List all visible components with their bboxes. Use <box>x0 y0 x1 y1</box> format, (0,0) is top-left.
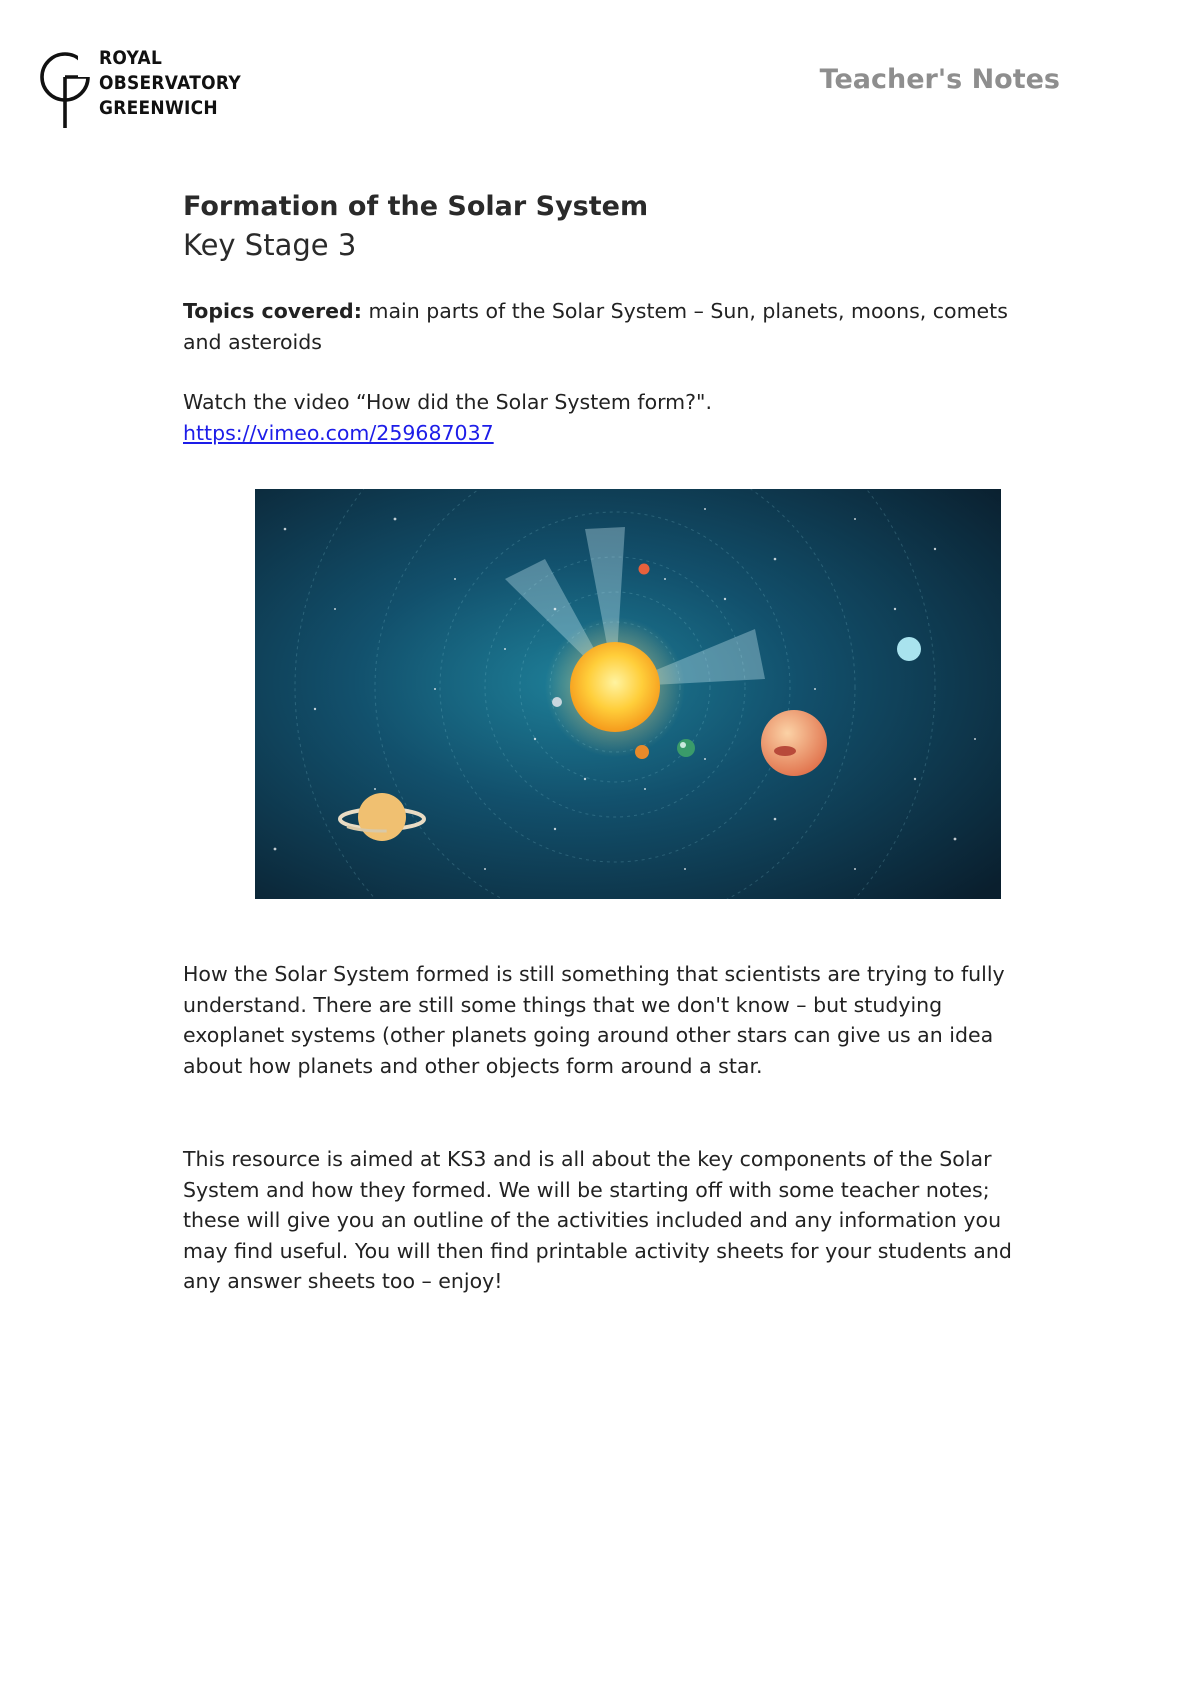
logo-wordmark <box>99 46 241 121</box>
document-header <box>183 190 1033 448</box>
logo-line-royal: ROYAL <box>99 48 163 69</box>
logo-line-observatory: OBSERVATORY <box>99 73 241 94</box>
video-block <box>183 387 1033 448</box>
topics-text: main parts of the Solar System – Sun, planets, moons, comets and asteroids <box>183 299 1008 354</box>
page-title: Formation of the Solar System <box>183 191 649 222</box>
teachers-notes-label: Teacher's Notes <box>819 64 1060 95</box>
video-link[interactable]: https://vimeo.com/259687037 <box>183 420 494 445</box>
topics-label: Topics covered: <box>183 299 362 323</box>
video-instruction: Watch the video “How did the Solar System form?". <box>183 390 712 414</box>
intro-paragraph: How the Solar System formed is still something that scientists are trying to fully understand. There are still some things that we don't know – but studying exoplanet systems (other planets going around other stars can give us an idea about how planets and other objects form around a star. <box>183 962 1005 1078</box>
royal-observatory-mark-icon <box>38 44 90 129</box>
logo <box>38 44 253 129</box>
page-subtitle: Key Stage 3 <box>183 228 357 262</box>
resource-paragraph: This resource is aimed at KS3 and is all about the key components of the Solar System and how they formed. We will be starting off with some teacher notes; these will give you an outline of the activities included and any information you may find useful. You will then find printable activity sheets for your students and any answer sheets too – enjoy! <box>183 1147 1012 1293</box>
topics-paragraph <box>183 296 1033 357</box>
solar-system-illustration <box>255 489 1001 899</box>
logo-line-greenwich: GREENWICH <box>99 98 218 119</box>
